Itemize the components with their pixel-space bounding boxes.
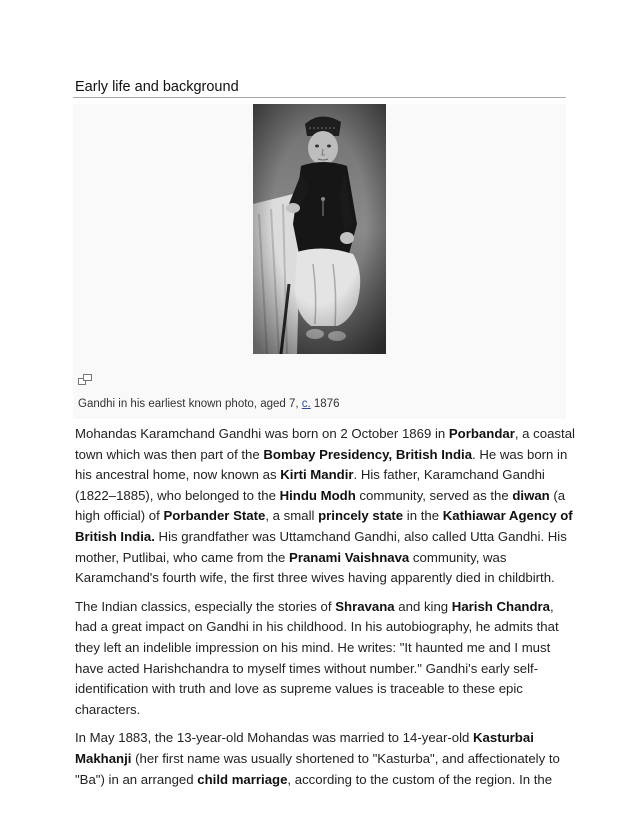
link-pranami-vaishnava[interactable]: Pranami Vaishnava: [289, 549, 410, 565]
link-kirti-mandir[interactable]: Kirti Mandir: [280, 467, 354, 483]
link-kasturbai-makhanji[interactable]: Kasturbai Makhanji: [75, 730, 534, 766]
paragraph-1: Mohandas Karamchand Gandhi was born on 2 October 1869 in Porbandar, a coastal town which was then part of the Bombay Presidency, British India. He was born in his ancestral home, now known as Kirti Mandir. His father, Karamchand Gandhi (1822–1885), who belonged to the Hindu Modh community, served as the diwan (a high official) of Porbander State, a small princely state in the Kathiawar Agency of British India. His grandfather was Uttamchand Gandhi, also called Utta Gandhi. His mother, Putlibai, who came from the Pranami Vaishnava community, was Karamchand's fourth wife, the first three wives having apparently died in childbirth.: [75, 426, 575, 586]
article-body: [75, 424, 575, 798]
link-child-marriage[interactable]: child marriage: [197, 771, 288, 787]
link-kathiawar-agency[interactable]: Kathiawar Agency of British India.: [75, 508, 573, 544]
paragraph-2: The Indian classics, especially the stories of Shravana and king Harish Chandra, had a great impact on Gandhi in his childhood. In his autobiography, he admits that they left an indelible impression on his mind. He writes: "It haunted me and I must have acted Harishchandra to myself times without number." Gandhi's early self-identification with truth and love as supreme values is traceable to these epic characters.: [75, 598, 559, 717]
figure-caption: Gandhi in his earliest known photo, aged 7, c. 1876: [78, 398, 340, 410]
link-bombay-presidency[interactable]: Bombay Presidency, British India: [263, 446, 473, 462]
figure-box: [73, 104, 566, 419]
link-harish-chandra[interactable]: Harish Chandra: [451, 598, 550, 614]
link-hindu-modh[interactable]: Hindu Modh: [279, 487, 356, 503]
paragraph-3: In May 1883, the 13-year-old Mohandas was married to 14-year-old Kasturbai Makhanji (her first name was usually shortened to "Kasturba", and affectionately to "Ba") in an arranged child marriage, according to the custom of the region. In the: [75, 730, 560, 787]
portrait-photo[interactable]: [253, 104, 386, 354]
link-princely-state[interactable]: princely state: [318, 508, 404, 524]
link-shravana[interactable]: Shravana: [335, 598, 395, 614]
section-heading: Early life and background: [75, 79, 239, 95]
link-porbander-state[interactable]: Porbander State: [163, 508, 266, 524]
circa-link[interactable]: c.: [301, 398, 311, 410]
enlarge-icon[interactable]: [78, 374, 92, 385]
heading-divider: [73, 97, 566, 98]
link-porbandar[interactable]: Porbandar: [448, 426, 515, 441]
link-diwan[interactable]: diwan: [512, 487, 550, 503]
